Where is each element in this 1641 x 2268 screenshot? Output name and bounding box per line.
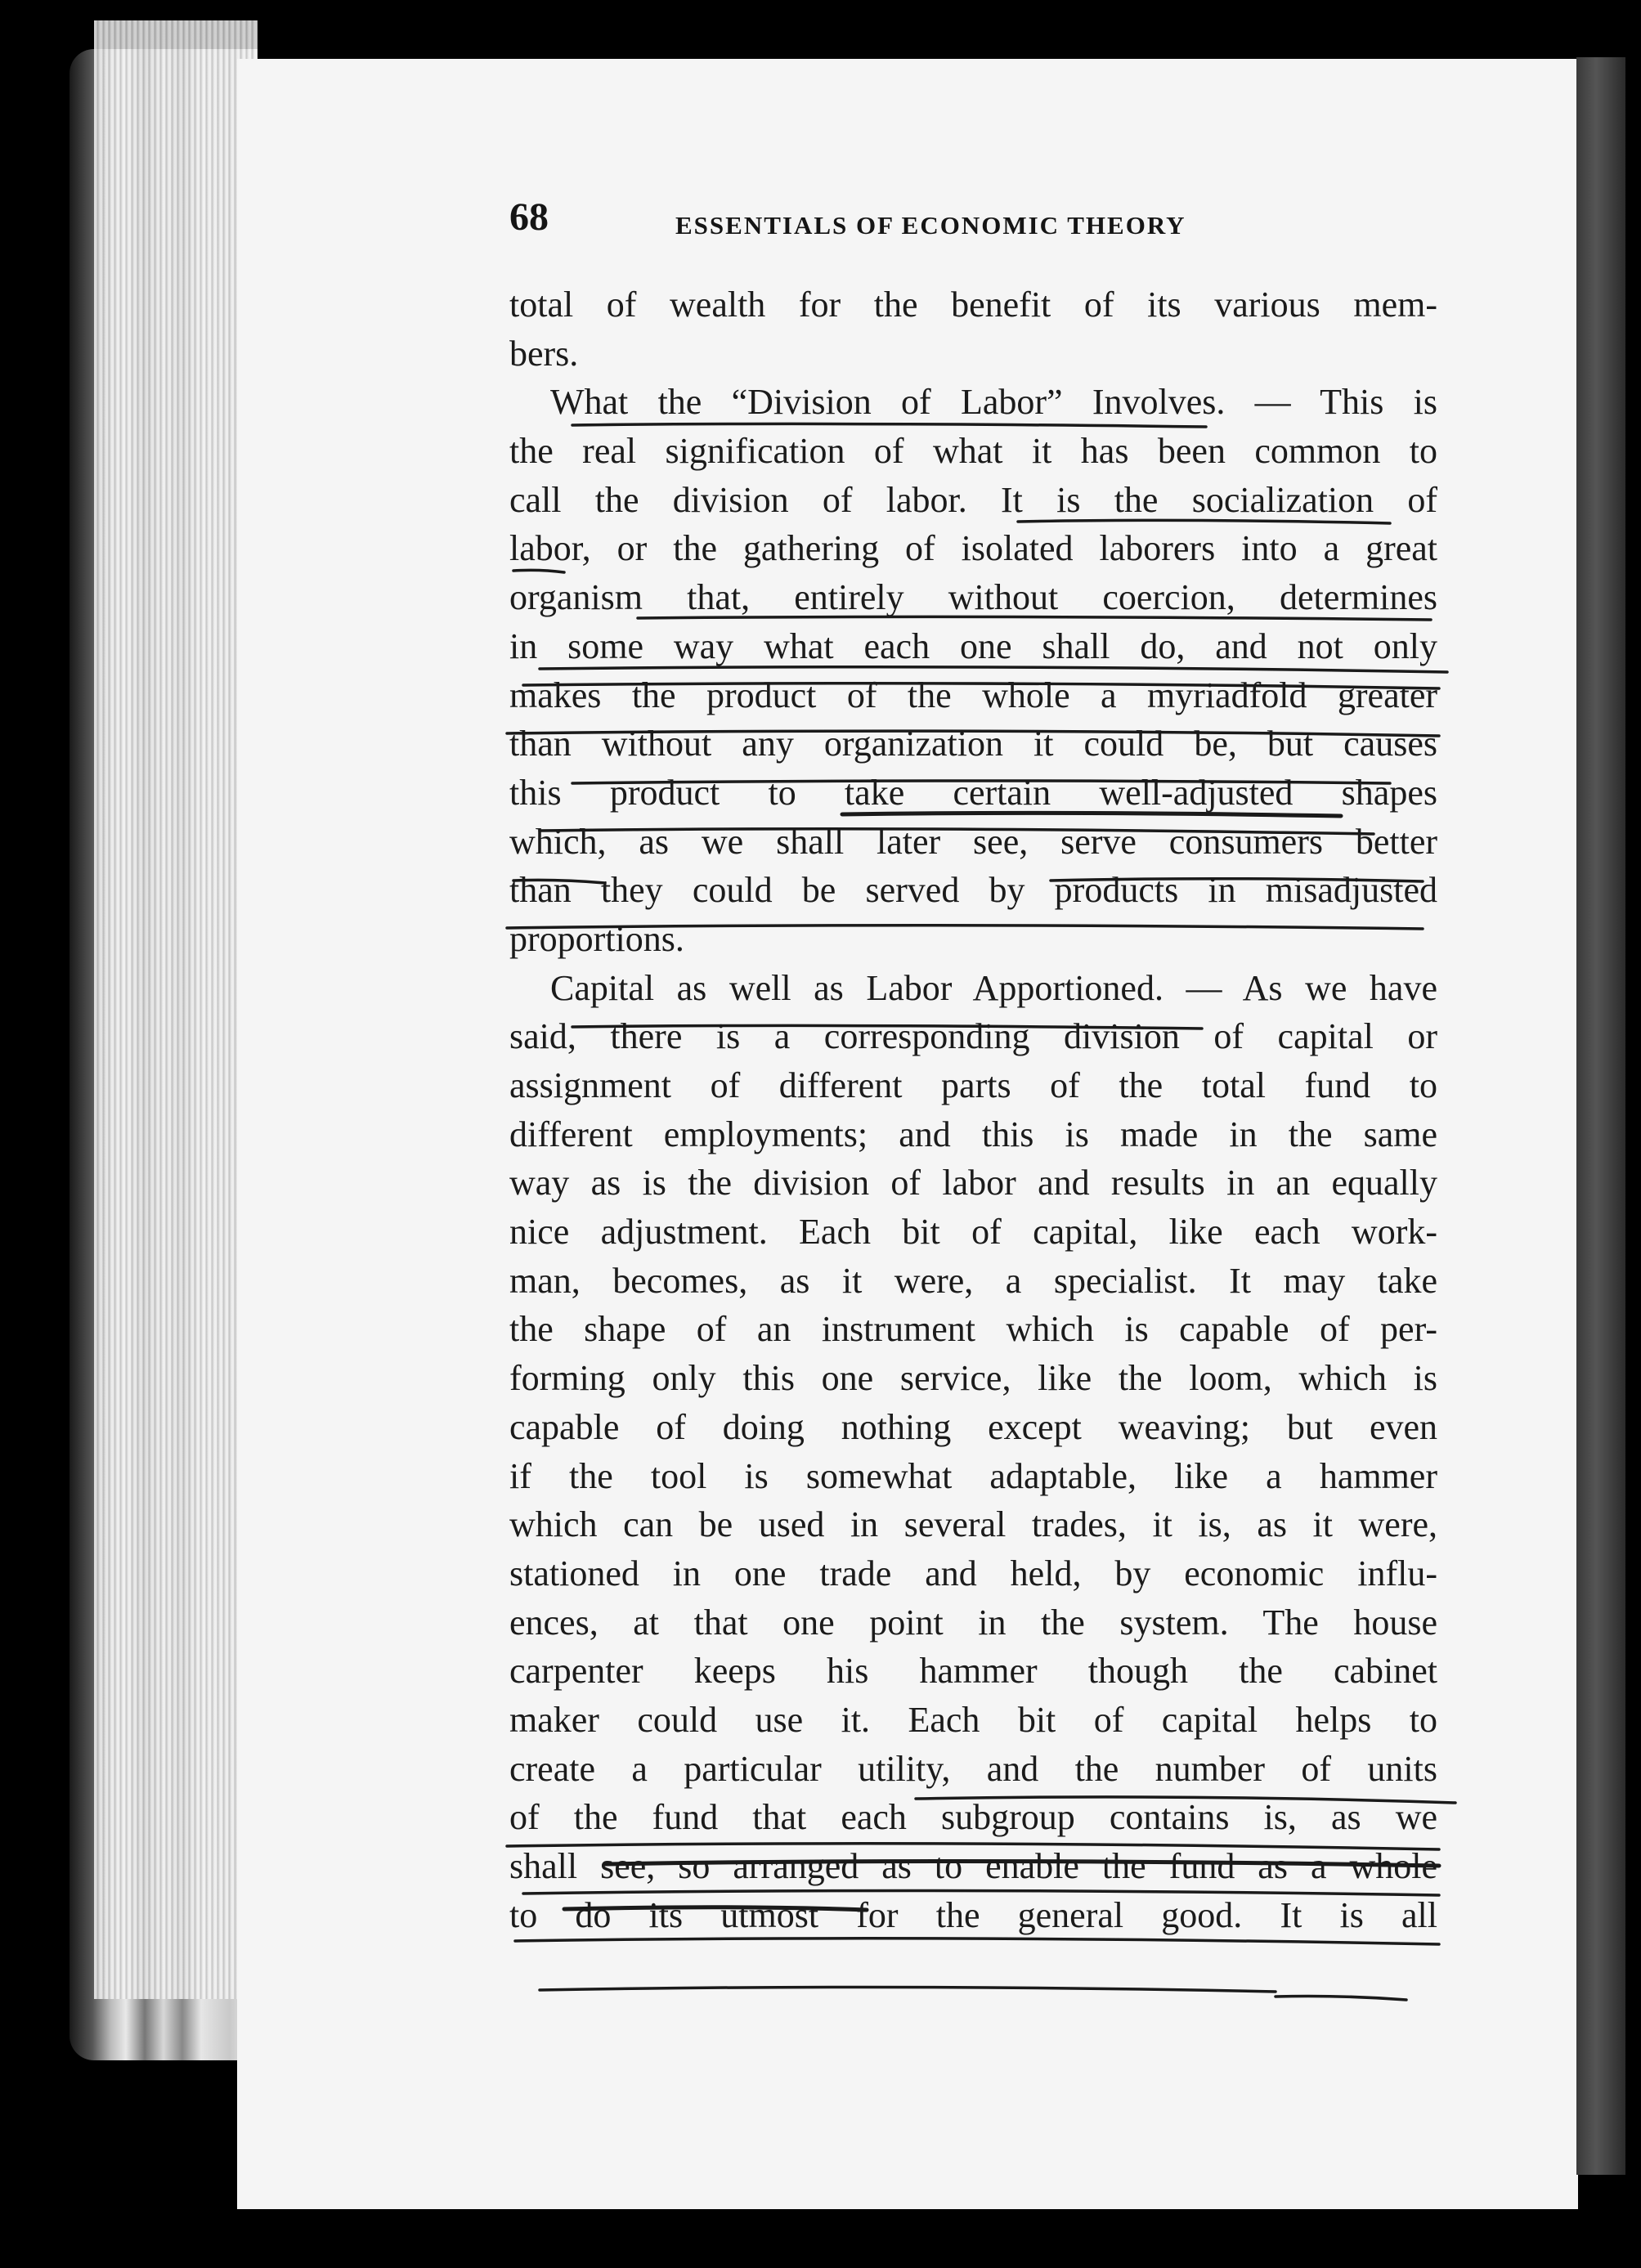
text-line: which, as we shall later see, serve consumers better [509,821,1437,862]
text-line: way as is the division of labor and results in an equally [509,1163,1437,1203]
text-line: the real signification of what it has been common to [509,431,1437,472]
text-line: shall see, so arranged as to enable the fund as a whole [509,1846,1437,1886]
running-head: ESSENTIALS OF ECONOMIC THEORY [675,211,1186,240]
text-line: ences, at that one point in the system. The house [509,1602,1437,1643]
text-line: forming only this one service, like the loom, which is [509,1358,1437,1399]
text-line: makes the product of the whole a myriadfold greater [509,675,1437,715]
text-line: nice adjustment. Each bit of capital, like each work- [509,1212,1437,1253]
text-line: than they could be served by products in misadjusted [509,870,1437,911]
section-heading-line: Capital as well as Labor Apportioned. — As we have [550,967,1437,1008]
text-line: which can be used in several trades, it is, as it were, [509,1504,1437,1545]
text-line: total of wealth for the benefit of its various mem- [509,285,1437,325]
text-line: of the fund that each subgroup contains is, as we [509,1797,1437,1838]
text-line: man, becomes, as it were, a specialist. It may take [509,1260,1437,1301]
text-line: different employments; and this is made in the same [509,1114,1437,1154]
text-line: stationed in one trade and held, by economic influ- [509,1553,1437,1593]
text-line: proportions. [509,918,684,959]
text-line: than without any organization it could be, but causes [509,724,1437,764]
text-line: labor, or the gathering of isolated laborers into a great [509,528,1437,569]
page-header [509,195,1368,252]
text-line: maker could use it. Each bit of capital helps to [509,1699,1437,1740]
book-right-edge [1576,57,1625,2175]
text-line: if the tool is somewhat adaptable, like a hammer [509,1455,1437,1496]
text-line: to do its utmost for the general good. It is all [509,1894,1437,1935]
page-number: 68 [509,195,549,239]
text-line: bers. [509,333,579,374]
text-line: call the division of labor. It is the socialization of [509,479,1437,520]
text-line: assignment of different parts of the total fund to [509,1065,1437,1105]
text-line: carpenter keeps his hammer though the cabinet [509,1651,1437,1692]
text-line: capable of doing nothing except weaving; but even [509,1406,1437,1447]
text-line: organism that, entirely without coercion, determines [509,577,1437,618]
text-line: this product to take certain well-adjusted shapes [509,772,1437,813]
text-line: in some way what each one shall do, and not only [509,625,1437,666]
text-line: the shape of an instrument which is capable of per- [509,1309,1437,1350]
text-line: said, there is a corresponding division of capital or [509,1016,1437,1057]
body-text [509,280,1437,1939]
text-line: create a particular utility, and the number of units [509,1748,1437,1789]
section-heading-line: What the “Division of Labor” Involves. — This is [550,382,1437,423]
book-page-stack [94,20,258,1999]
